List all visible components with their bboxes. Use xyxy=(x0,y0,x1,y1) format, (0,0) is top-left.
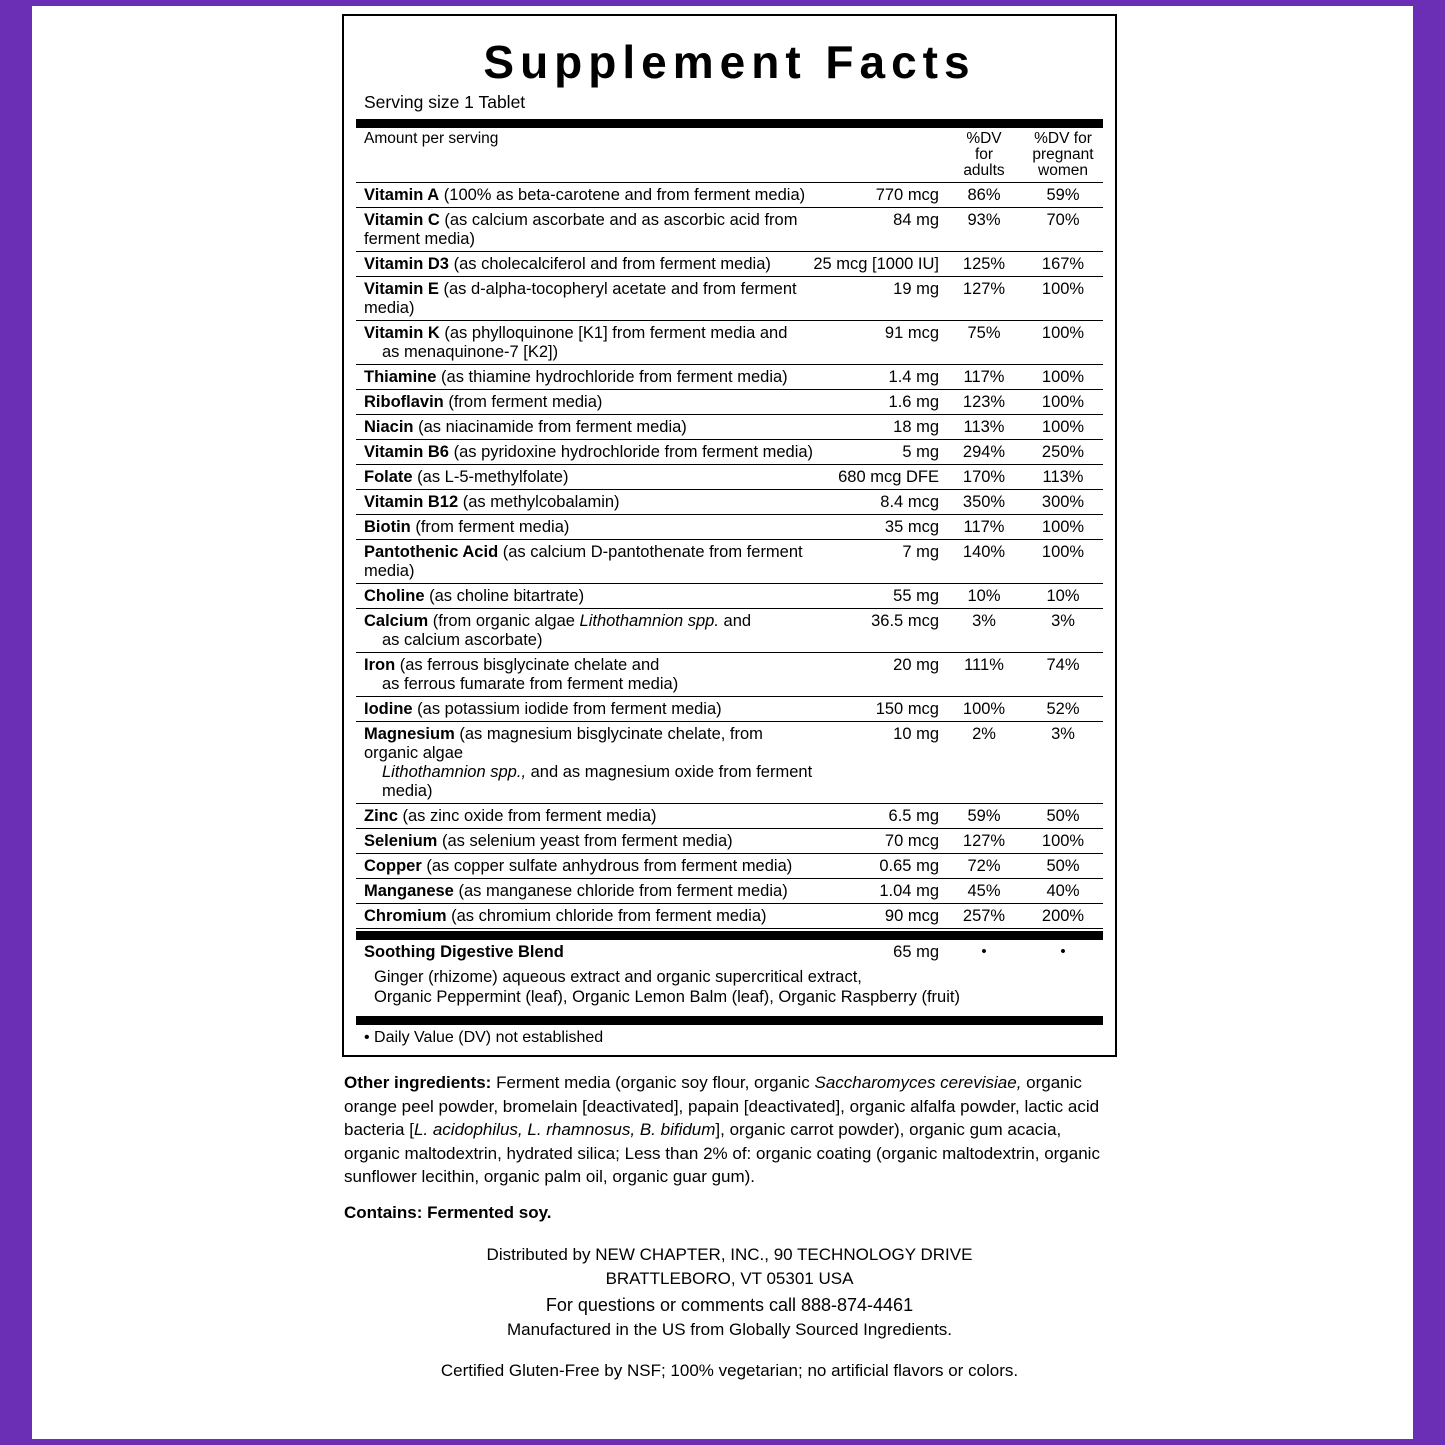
blend-detail-line-1: Ginger (rhizome) aqueous extract and organic supercritical extract, xyxy=(374,967,862,986)
nutrient-name-cell: Manganese (as manganese chloride from ferment media) xyxy=(356,879,813,904)
nutrient-dv-adults: 117% xyxy=(945,515,1023,540)
nutrient-dv-adults: 93% xyxy=(945,208,1023,252)
distributor-block xyxy=(342,1243,1117,1343)
table-header-row xyxy=(356,128,1103,182)
blend-amount: 65 mg xyxy=(893,942,939,961)
nutrient-dv-adults: 127% xyxy=(945,277,1023,321)
header-dv-adults-line3: adults xyxy=(963,162,1005,180)
nutrient-dv-pregnant: 50% xyxy=(1023,854,1103,879)
nutrient-name-cell: Riboflavin (from ferment media) xyxy=(356,390,813,415)
other-ingredients-text: Ferment media (organic soy flour, organic Saccharomyces cerevisiae, organic orange peel powder, bromelain [deactivated], papain [deactivated], organic alfalfa powder, lactic acid bacteria [L. acidophilus, L. rhamnosus, B. bifidum], organic carrot powder), organic gum acacia, organic maltodextrin, hydrated silica; Less than 2% of: organic coating (organic maltodextrin, organic sunflower lecithin, organic palm oil, organic guar gum). xyxy=(344,1073,1100,1187)
nutrient-dv-pregnant: 3% xyxy=(1023,609,1103,653)
nutrient-name-cell: Selenium (as selenium yeast from ferment media) xyxy=(356,829,813,854)
nutrient-dv-pregnant: 113% xyxy=(1023,465,1103,490)
supplement-facts-panel xyxy=(342,14,1117,1057)
nutrient-name-cell: Calcium (from organic algae Lithothamnion spp. and as calcium ascorbate) xyxy=(356,609,813,653)
blend-detail-line-2: Organic Peppermint (leaf), Organic Lemon Balm (leaf), Organic Raspberry (fruit) xyxy=(374,988,960,1007)
nutrient-dv-adults: 350% xyxy=(945,490,1023,515)
page-title: Supplement Facts xyxy=(483,36,976,88)
table-row xyxy=(356,465,1103,490)
table-row xyxy=(356,584,1103,609)
label-content xyxy=(342,14,1117,1381)
nutrient-name-cell: Iron (as ferrous bisglycinate chelate and as ferrous fumarate from ferment media) xyxy=(356,653,813,697)
nutrient-dv-pregnant: 100% xyxy=(1023,321,1103,365)
header-dv-adults xyxy=(945,128,1023,182)
header-amount-blank xyxy=(813,128,945,182)
blend-name-cell xyxy=(356,940,819,964)
table-row xyxy=(356,904,1103,929)
nutrient-name-cell: Chromium (as chromium chloride from ferment media) xyxy=(356,904,813,929)
table-row xyxy=(356,515,1103,540)
header-dv-pregnant-line3: women xyxy=(1038,162,1088,180)
nutrient-dv-pregnant: 300% xyxy=(1023,490,1103,515)
nutrient-dv-adults: 113% xyxy=(945,415,1023,440)
manufactured-line: Manufactured in the US from Globally Sourced Ingredients. xyxy=(506,1319,953,1339)
nutrient-amount: 0.65 mg xyxy=(813,854,945,879)
nutrient-name-cell: Choline (as choline bitartrate) xyxy=(356,584,813,609)
distributor-line-1: Distributed by NEW CHAPTER, INC., 90 TECHNOLOGY DRIVE xyxy=(486,1244,973,1264)
blend-row xyxy=(356,940,1103,964)
header-dv-adults-line1: %DV xyxy=(966,129,1002,147)
table-row xyxy=(356,829,1103,854)
table-row xyxy=(356,183,1103,208)
nutrient-amount: 25 mcg [1000 IU] xyxy=(813,252,945,277)
contact-line: For questions or comments call 888-874-4461 xyxy=(545,1294,914,1315)
header-dv-pregnant-line1: %DV for xyxy=(1034,129,1092,147)
table-row xyxy=(356,365,1103,390)
nutrient-amount: 770 mcg xyxy=(813,183,945,208)
nutrient-name-cell: Vitamin B6 (as pyridoxine hydrochloride from ferment media) xyxy=(356,440,813,465)
nutrient-amount: 8.4 mcg xyxy=(813,490,945,515)
nutrient-dv-adults: 111% xyxy=(945,653,1023,697)
table-row xyxy=(356,440,1103,465)
nutrient-dv-pregnant: 100% xyxy=(1023,365,1103,390)
nutrient-name-cell: Thiamine (as thiamine hydrochloride from ferment media) xyxy=(356,365,813,390)
nutrient-dv-pregnant: 70% xyxy=(1023,208,1103,252)
serving-size: Serving size 1 Tablet xyxy=(364,92,526,113)
nutrient-name-cell: Magnesium (as magnesium bisglycinate chelate, from organic algae Lithothamnion spp., and as magnesium oxide from ferment media) xyxy=(356,722,813,804)
divider-thick-bottom xyxy=(356,1016,1103,1025)
contains-statement: Contains: Fermented soy. xyxy=(344,1202,552,1222)
nutrient-dv-pregnant: 100% xyxy=(1023,540,1103,584)
nutrient-dv-pregnant: 10% xyxy=(1023,584,1103,609)
header-dv-pregnant-line2: pregnant xyxy=(1032,146,1094,164)
nutrient-dv-adults: 140% xyxy=(945,540,1023,584)
header-amount-per-serving: Amount per serving xyxy=(356,128,813,182)
table-row xyxy=(356,540,1103,584)
distributor-line-2: BRATTLEBORO, VT 05301 USA xyxy=(605,1269,854,1289)
nutrient-dv-adults: 45% xyxy=(945,879,1023,904)
blend-dv-pregnant: • xyxy=(1060,942,1066,960)
nutrient-dv-pregnant: 100% xyxy=(1023,277,1103,321)
nutrient-dv-pregnant: 59% xyxy=(1023,183,1103,208)
nutrient-dv-pregnant: 167% xyxy=(1023,252,1103,277)
nutrient-dv-pregnant: 3% xyxy=(1023,722,1103,804)
nutrient-amount: 35 mcg xyxy=(813,515,945,540)
nutrient-dv-adults: 2% xyxy=(945,722,1023,804)
nutrient-name-cell: Vitamin A (100% as beta-carotene and from ferment media) xyxy=(356,183,813,208)
table-row xyxy=(356,879,1103,904)
nutrient-dv-adults: 117% xyxy=(945,365,1023,390)
nutrient-name-cell: Biotin (from ferment media) xyxy=(356,515,813,540)
nutrient-amount: 20 mg xyxy=(813,653,945,697)
table-row xyxy=(356,277,1103,321)
nutrient-name-cell: Niacin (as niacinamide from ferment media) xyxy=(356,415,813,440)
nutrient-dv-adults: 72% xyxy=(945,854,1023,879)
nutrient-dv-adults: 125% xyxy=(945,252,1023,277)
nutrient-amount: 7 mg xyxy=(813,540,945,584)
blend-detail-cell xyxy=(356,964,1103,1010)
nutrient-name-cell: Vitamin B12 (as methylcobalamin) xyxy=(356,490,813,515)
nutrient-amount: 36.5 mcg xyxy=(813,609,945,653)
nutrient-dv-pregnant: 74% xyxy=(1023,653,1103,697)
other-ingredients-label: Other ingredients: xyxy=(344,1073,492,1093)
nutrient-dv-adults: 170% xyxy=(945,465,1023,490)
nutrient-amount: 19 mg xyxy=(813,277,945,321)
blend-dv-adults: • xyxy=(981,942,987,960)
nutrient-amount: 680 mcg DFE xyxy=(813,465,945,490)
nutrient-dv-pregnant: 200% xyxy=(1023,904,1103,929)
nutrient-dv-adults: 3% xyxy=(945,609,1023,653)
nutrient-amount: 91 mcg xyxy=(813,321,945,365)
nutrient-amount: 90 mcg xyxy=(813,904,945,929)
nutrient-name-cell: Folate (as L-5-methylfolate) xyxy=(356,465,813,490)
nutrient-name-cell: Pantothenic Acid (as calcium D-pantothenate from ferment media) xyxy=(356,540,813,584)
nutrient-dv-adults: 123% xyxy=(945,390,1023,415)
nutrient-amount: 5 mg xyxy=(813,440,945,465)
table-row xyxy=(356,321,1103,365)
nutrient-name-cell: Copper (as copper sulfate anhydrous from ferment media) xyxy=(356,854,813,879)
table-row xyxy=(356,722,1103,804)
header-dv-adults-line2: for xyxy=(974,146,994,164)
dv-footnote: • Daily Value (DV) not established xyxy=(364,1029,604,1047)
header-dv-pregnant xyxy=(1023,128,1103,182)
table-row xyxy=(356,208,1103,252)
other-ingredients xyxy=(344,1071,1115,1188)
nutrient-amount: 55 mg xyxy=(813,584,945,609)
nutrient-dv-adults: 59% xyxy=(945,804,1023,829)
table-row xyxy=(356,415,1103,440)
nutrient-amount: 1.4 mg xyxy=(813,365,945,390)
table-row xyxy=(356,609,1103,653)
blend-name: Soothing Digestive Blend xyxy=(364,942,564,961)
nutrient-amount: 6.5 mg xyxy=(813,804,945,829)
divider-thick-top xyxy=(356,119,1103,128)
nutrient-dv-adults: 127% xyxy=(945,829,1023,854)
table-row xyxy=(356,697,1103,722)
nutrient-name-cell: Vitamin C (as calcium ascorbate and as ascorbic acid from ferment media) xyxy=(356,208,813,252)
table-row xyxy=(356,854,1103,879)
nutrient-dv-pregnant: 100% xyxy=(1023,415,1103,440)
nutrient-name-cell: Iodine (as potassium iodide from ferment media) xyxy=(356,697,813,722)
nutrient-name-cell: Vitamin D3 (as cholecalciferol and from ferment media) xyxy=(356,252,813,277)
nutrient-dv-adults: 75% xyxy=(945,321,1023,365)
nutrient-amount: 150 mcg xyxy=(813,697,945,722)
nutrient-rows xyxy=(356,183,1103,929)
nutrient-dv-pregnant: 250% xyxy=(1023,440,1103,465)
nutrient-dv-adults: 294% xyxy=(945,440,1023,465)
blend-detail-row xyxy=(356,964,1103,1010)
nutrient-name-cell: Vitamin E (as d-alpha-tocopheryl acetate and from ferment media) xyxy=(356,277,813,321)
nutrient-dv-pregnant: 100% xyxy=(1023,515,1103,540)
table-row xyxy=(356,490,1103,515)
nutrient-dv-adults: 100% xyxy=(945,697,1023,722)
nutrient-name-cell: Vitamin K (as phylloquinone [K1] from ferment media and as menaquinone-7 [K2]) xyxy=(356,321,813,365)
nutrient-amount: 84 mg xyxy=(813,208,945,252)
table-row xyxy=(356,653,1103,697)
nutrient-amount: 10 mg xyxy=(813,722,945,804)
nutrient-dv-pregnant: 40% xyxy=(1023,879,1103,904)
nutrient-amount: 1.6 mg xyxy=(813,390,945,415)
nutrient-dv-adults: 86% xyxy=(945,183,1023,208)
nutrient-amount: 70 mcg xyxy=(813,829,945,854)
nutrient-name-cell: Zinc (as zinc oxide from ferment media) xyxy=(356,804,813,829)
blend-table xyxy=(356,940,1103,1010)
nutrient-dv-pregnant: 50% xyxy=(1023,804,1103,829)
table-row xyxy=(356,804,1103,829)
nutrient-dv-pregnant: 100% xyxy=(1023,390,1103,415)
nutrient-amount: 18 mg xyxy=(813,415,945,440)
nutrient-dv-adults: 10% xyxy=(945,584,1023,609)
nutrient-amount: 1.04 mg xyxy=(813,879,945,904)
table-row xyxy=(356,390,1103,415)
nutrition-table xyxy=(356,128,1103,929)
certification-line: Certified Gluten-Free by NSF; 100% vegetarian; no artificial flavors or colors. xyxy=(440,1360,1019,1380)
table-row xyxy=(356,252,1103,277)
nutrient-dv-pregnant: 52% xyxy=(1023,697,1103,722)
nutrient-dv-adults: 257% xyxy=(945,904,1023,929)
divider-thick-blend xyxy=(356,931,1103,940)
nutrient-dv-pregnant: 100% xyxy=(1023,829,1103,854)
